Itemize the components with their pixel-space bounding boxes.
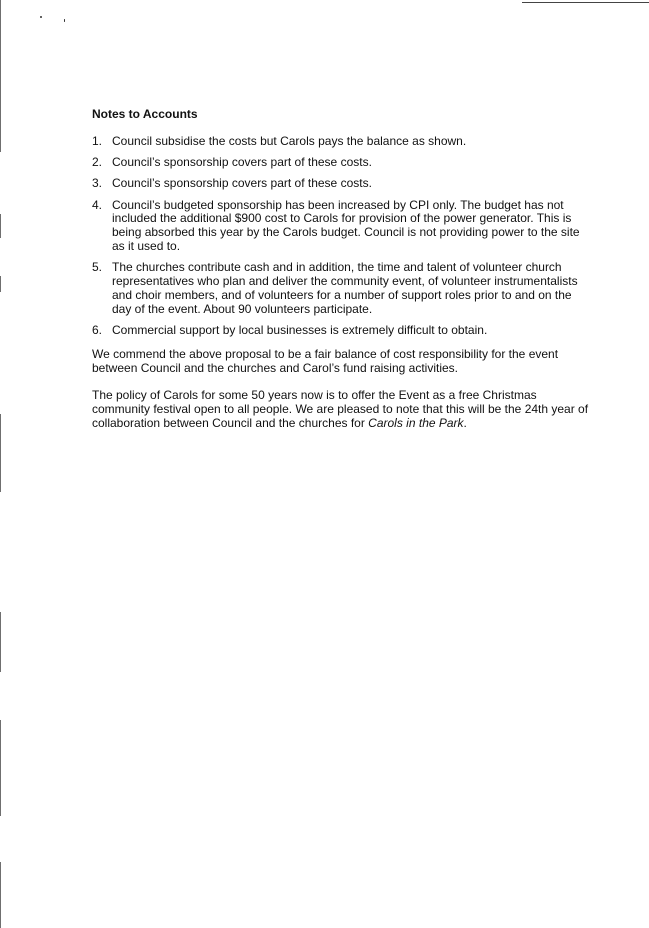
note-number: 3. [92,176,103,191]
scan-top-rule [522,2,649,3]
policy-paragraph [92,389,592,430]
notes-list [92,135,592,338]
event-name: Carols in the Park [368,416,464,431]
note-number: 1. [92,133,103,148]
note-text: The churches contribute cash and in addition, the time and talent of volunteer church representatives who plan and deliver the community event, of volunteer instrumentalists and choir members, and of volunteers for a number of support roles prior to and on the day of the event. About 90 volunteers participate. [112,260,578,316]
note-item [92,156,592,170]
scan-edge-line [0,0,1,152]
note-item [92,135,592,149]
scan-edge-line [0,612,1,672]
scan-speck [64,19,65,22]
note-number: 4. [92,197,103,212]
note-item [92,199,592,254]
note-number: 5. [92,260,103,275]
note-number: 6. [92,323,103,338]
note-item [92,261,592,316]
scan-edge-line [0,862,1,928]
scan-edge-line [0,720,1,816]
note-text: Council’s sponsorship covers part of these costs. [112,155,372,170]
document-body [92,108,592,431]
note-item [92,324,592,338]
policy-paragraph-text: The policy of Carols for some 50 years now is to offer the Event as a free Christmas community festival open to all people. We are pleased to note that this will be the 24th year of collaboration between Council and the churches for [92,388,589,431]
policy-paragraph-end: . [463,416,467,431]
note-number: 2. [92,155,103,170]
note-item [92,177,592,191]
note-text: Council’s budgeted sponsorship has been increased by CPI only. The budget has not included the additional $900 cost to Carols for provision of the power generator. This is being absorbed this year by the Carols budget. Council is not providing power to the site as it used to. [112,197,580,254]
note-text: Council subsidise the costs but Carols pays the balance as shown. [112,133,467,148]
scan-edge-line [0,414,1,492]
commendation-paragraph: We commend the above proposal to be a fair balance of cost responsibility for the event between Council and the churches and Carol’s fund raising activities. [92,346,559,375]
scan-edge-line [0,276,1,292]
scan-edge-line [0,214,1,238]
section-heading: Notes to Accounts [92,107,198,121]
note-text: Council’s sponsorship covers part of these costs. [112,176,372,191]
note-text: Commercial support by local businesses is extremely difficult to obtain. [112,323,488,338]
scan-speck [40,16,42,18]
